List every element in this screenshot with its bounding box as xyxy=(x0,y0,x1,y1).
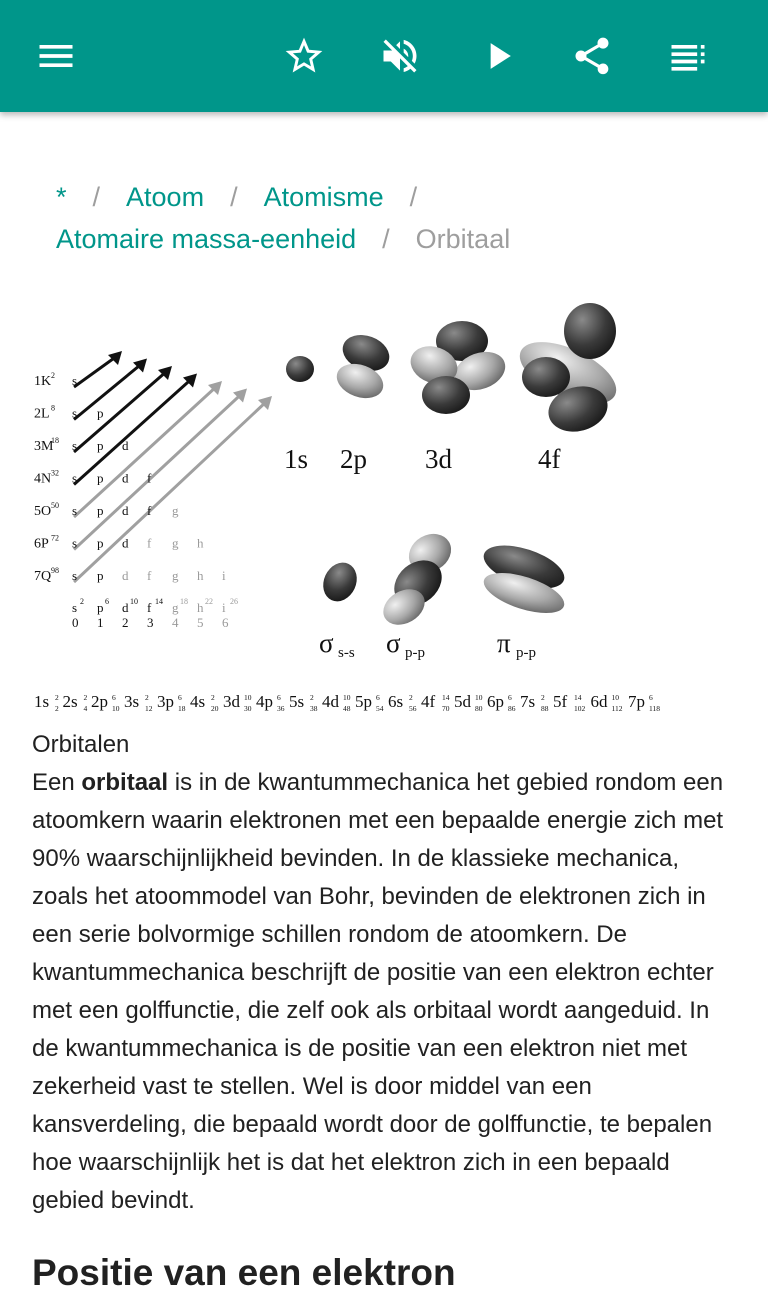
filling-electrons-3p: 6 xyxy=(178,693,182,702)
subshell-4p: p xyxy=(97,470,104,486)
filling-orbital-3d: 3d xyxy=(223,692,240,711)
filling-electrons-5d: 10 xyxy=(475,693,483,702)
breadcrumb-current: Orbitaal xyxy=(415,224,511,254)
capacity-letter-h: h xyxy=(197,600,204,615)
breadcrumb-item-atomaire-massa-eenheid[interactable]: Atomaire massa-eenheid xyxy=(56,224,357,254)
capacity-value-g: 18 xyxy=(180,597,188,606)
menu-button[interactable] xyxy=(32,32,80,80)
bond-label-sigma-ss: σ xyxy=(319,628,334,658)
filling-cumulative-5s: 38 xyxy=(310,704,318,713)
breadcrumb-line-1 xyxy=(56,176,736,218)
bond-label-sigma-pp-sub: p-p xyxy=(405,645,425,661)
subshell-2s: s xyxy=(72,405,78,421)
subshell-3d: d xyxy=(122,438,129,453)
capacity-letter-s: s xyxy=(72,600,78,615)
star-icon xyxy=(282,34,326,78)
filling-electrons-4s: 2 xyxy=(211,693,215,702)
breadcrumb-item-atomisme[interactable]: Atomisme xyxy=(263,182,384,212)
bond-sigma-pp-shape xyxy=(377,526,458,631)
breadcrumb-item-atoom[interactable]: Atoom xyxy=(126,182,205,212)
bond-label-sigma-pp: σ xyxy=(386,628,401,658)
capacity-letter-g: g xyxy=(172,600,179,615)
filling-orbital-7s: 7s xyxy=(520,692,536,711)
filling-cumulative-4p: 36 xyxy=(277,704,285,713)
filling-orbital-7p: 7p xyxy=(628,692,645,711)
filling-cumulative-3d: 30 xyxy=(244,704,252,713)
mute-button[interactable] xyxy=(376,32,424,80)
subshell-5d: d xyxy=(122,503,129,518)
filling-electrons-5p: 6 xyxy=(376,693,380,702)
l-number-2: 2 xyxy=(122,615,129,630)
aufbau-diagram xyxy=(34,351,272,630)
filling-electrons-4f: 14 xyxy=(442,693,450,702)
filling-cumulative-5d: 80 xyxy=(475,704,483,713)
filling-orbital-4p: 4p xyxy=(256,692,273,711)
filling-cumulative-4d: 48 xyxy=(343,704,351,713)
subshell-3s: s xyxy=(72,438,78,453)
subshell-5g: g xyxy=(172,503,179,518)
filling-orbital-4d: 4d xyxy=(322,692,339,711)
filling-orbital-6s: 6s xyxy=(388,692,404,711)
orbital-2p-shape xyxy=(332,329,394,404)
filling-electrons-6p: 6 xyxy=(508,693,512,702)
filling-arrow-head-1 xyxy=(108,351,122,365)
shell-label-4N: 4N xyxy=(34,471,52,487)
share-icon xyxy=(570,34,614,78)
shell-capacity-6P: 72 xyxy=(51,533,59,543)
figure-caption: Orbitalen xyxy=(32,731,130,758)
breadcrumb xyxy=(56,176,736,260)
filling-cumulative-3s: 12 xyxy=(145,704,153,713)
capacity-value-h: 22 xyxy=(205,597,213,606)
subshell-6g: g xyxy=(172,535,179,551)
orbital-label-3d: 3d xyxy=(425,444,452,474)
orbital-label-4f: 4f xyxy=(538,444,561,474)
filling-orbital-6d: 6d xyxy=(590,692,608,711)
breadcrumb-separator: / xyxy=(382,224,390,254)
subshell-7i: i xyxy=(222,568,226,583)
filling-cumulative-6s: 56 xyxy=(409,704,417,713)
orbital-label-1s: 1s xyxy=(284,444,309,474)
orbital-1s-shape xyxy=(286,356,314,382)
filling-orbital-4s: 4s xyxy=(190,692,206,711)
filling-electrons-5s: 2 xyxy=(310,693,314,702)
shell-capacity-3M: 18 xyxy=(51,436,59,445)
filling-arrow-1 xyxy=(74,356,117,387)
contents-button[interactable] xyxy=(664,32,712,80)
breadcrumb-separator: / xyxy=(230,182,238,212)
mute-icon xyxy=(378,34,422,78)
filling-electrons-4p: 6 xyxy=(277,693,281,702)
l-number-5: 5 xyxy=(197,615,204,630)
breadcrumb-item-home[interactable]: * xyxy=(56,182,67,212)
filling-cumulative-3p: 18 xyxy=(178,704,186,713)
bond-sigma-ss-shape xyxy=(317,557,363,607)
filling-arrow-4 xyxy=(74,379,192,485)
filling-cumulative-6d: 112 xyxy=(611,704,623,713)
subshell-6f: f xyxy=(147,535,152,551)
subshell-5f: f xyxy=(147,503,152,518)
subshell-7f: f xyxy=(147,568,152,583)
article-paragraph xyxy=(32,764,738,1220)
filling-cumulative-5f: 102 xyxy=(574,704,586,713)
section-heading: Positie van een elektron xyxy=(32,1252,456,1293)
filling-orbital-4f: 4f xyxy=(421,692,436,711)
filling-orbital-6p: 6p xyxy=(487,692,504,711)
play-button[interactable] xyxy=(474,32,522,80)
l-number-0: 0 xyxy=(72,615,79,630)
subshell-4d: d xyxy=(122,470,129,486)
filling-cumulative-7s: 88 xyxy=(541,704,549,713)
subshell-4s: s xyxy=(72,470,78,486)
subshell-capacity-row xyxy=(72,597,238,630)
menu-icon xyxy=(34,34,78,78)
filling-electrons-3d: 10 xyxy=(244,693,252,702)
filling-cumulative-1s: 2 xyxy=(55,704,59,713)
filling-orbital-3s: 3s xyxy=(124,692,140,711)
capacity-letter-d: d xyxy=(122,600,129,615)
filling-orbital-3p: 3p xyxy=(157,692,174,711)
filling-orbital-5s: 5s xyxy=(289,692,305,711)
filling-electrons-2p: 6 xyxy=(112,693,116,702)
filling-cumulative-6p: 86 xyxy=(508,704,516,713)
filling-electrons-5f: 14 xyxy=(574,693,582,702)
filling-electrons-7p: 6 xyxy=(649,693,653,702)
shell-capacity-1K: 2 xyxy=(51,371,55,380)
subshell-6p: p xyxy=(97,535,104,551)
favorite-button[interactable] xyxy=(280,32,328,80)
filling-orbital-5f: 5f xyxy=(553,692,568,711)
orbital-label-2p: 2p xyxy=(340,444,367,474)
breadcrumb-line-2 xyxy=(56,218,736,260)
orbitals-illustration xyxy=(30,295,730,720)
subshell-5s: s xyxy=(72,503,78,518)
filling-cumulative-2s: 4 xyxy=(83,704,88,713)
capacity-value-s: 2 xyxy=(80,597,84,606)
filling-cumulative-4s: 20 xyxy=(211,704,219,713)
filling-orbital-5d: 5d xyxy=(454,692,471,711)
subshell-7s: s xyxy=(72,568,78,583)
shell-capacity-4N: 32 xyxy=(51,468,59,478)
subshell-6h: h xyxy=(197,535,204,551)
subshell-1s: s xyxy=(72,373,78,388)
bond-label-sigma-ss-sub: s-s xyxy=(338,645,355,661)
bond-pi-pp-shape xyxy=(478,537,569,621)
subshell-7d: d xyxy=(122,568,129,583)
subshell-7g: g xyxy=(172,568,179,583)
playlist-icon xyxy=(666,34,710,78)
intro-text-a: Een xyxy=(32,769,82,796)
shell-label-1K: 1K xyxy=(34,374,52,389)
orbital-4f-shape xyxy=(511,303,626,438)
subshell-3p: p xyxy=(97,438,104,453)
app-bar xyxy=(0,0,768,112)
filling-electrons-7s: 2 xyxy=(541,693,545,702)
subshell-6d: d xyxy=(122,535,129,551)
shell-label-2L: 2L xyxy=(34,406,50,422)
shell-labels xyxy=(34,371,59,584)
subshell-6s: s xyxy=(72,535,78,551)
capacity-value-i: 26 xyxy=(230,597,238,606)
filling-cumulative-5p: 54 xyxy=(376,704,384,713)
orbital-3d-shape xyxy=(405,321,510,414)
filling-electrons-3s: 2 xyxy=(145,693,149,702)
filling-orbital-2s: 2s xyxy=(62,692,78,711)
shell-label-5O: 5O xyxy=(34,504,52,519)
filling-order-row xyxy=(34,692,660,713)
capacity-letter-p: p xyxy=(97,600,104,615)
subshell-5p: p xyxy=(97,503,104,518)
bond-label-pi-pp: π xyxy=(497,628,511,658)
filling-arrow-5 xyxy=(74,386,217,517)
share-button[interactable] xyxy=(568,32,616,80)
filling-electrons-6s: 2 xyxy=(409,693,413,702)
l-number-3: 3 xyxy=(147,615,154,630)
l-number-4: 4 xyxy=(172,615,179,630)
filling-cumulative-4f: 70 xyxy=(442,704,450,713)
subshell-7p: p xyxy=(97,568,104,583)
breadcrumb-separator: / xyxy=(92,182,101,212)
capacity-letter-f: f xyxy=(147,600,152,615)
orbital-shapes xyxy=(286,303,625,632)
subshell-2p: p xyxy=(97,405,104,421)
play-icon xyxy=(476,34,520,78)
shell-label-7Q: 7Q xyxy=(34,569,52,584)
filling-electrons-1s: 2 xyxy=(55,693,59,702)
filling-orbital-1s: 1s xyxy=(34,692,50,711)
subshell-4f: f xyxy=(147,470,152,486)
shell-capacity-5O: 50 xyxy=(51,501,59,510)
filling-electrons-4d: 10 xyxy=(343,693,351,702)
intro-term: orbitaal xyxy=(81,769,169,796)
filling-arrow-2 xyxy=(74,364,142,420)
subshell-7h: h xyxy=(197,568,204,583)
orbitals-figure[interactable] xyxy=(30,295,730,720)
shell-capacity-7Q: 98 xyxy=(51,566,59,575)
capacity-letter-i: i xyxy=(222,600,226,615)
filling-cumulative-2p: 10 xyxy=(112,704,120,713)
filling-orbital-5p: 5p xyxy=(355,692,372,711)
shell-capacity-2L: 8 xyxy=(51,403,55,413)
filling-electrons-6d: 10 xyxy=(611,693,619,702)
shell-label-3M: 3M xyxy=(34,439,54,454)
shell-label-6P: 6P xyxy=(34,536,49,552)
capacity-value-f: 14 xyxy=(155,597,163,606)
capacity-value-d: 10 xyxy=(130,597,138,606)
intro-text-b: is in de kwantummechanica het gebied rondom een atoomkern waarin elektronen met een bepaalde energie zich met 90% waarschijnlijkheid bevinden. In de klassieke mechanica, zoals het atoommodel van Bohr, bevinden de elektronen zich in een serie bolvormige schillen rondom de atoomkern. De kwantummechanica beschrijft de positie van een elektron echter met een golffunctie, die zelf ook als orbitaal wordt aangeduid. In de kwantummechanica is de positie van een elektron niet met zekerheid vast te stellen. Wel is door middel van een kansverdeling, die bepaald wordt door de golffunctie, te bepalen hoe waarschijnlijk het is dat het elektron zich in een bepaald gebied bevindt. xyxy=(32,769,724,1214)
bond-label-pi-pp-sub: p-p xyxy=(516,645,536,661)
l-number-6: 6 xyxy=(222,615,229,630)
breadcrumb-separator: / xyxy=(409,182,418,212)
filling-cumulative-7p: 118 xyxy=(649,704,660,713)
filling-orbital-2p: 2p xyxy=(91,692,108,711)
l-number-1: 1 xyxy=(97,615,104,630)
filling-electrons-2s: 2 xyxy=(83,693,88,702)
subshell-letters xyxy=(72,373,226,583)
capacity-value-p: 6 xyxy=(105,597,109,606)
